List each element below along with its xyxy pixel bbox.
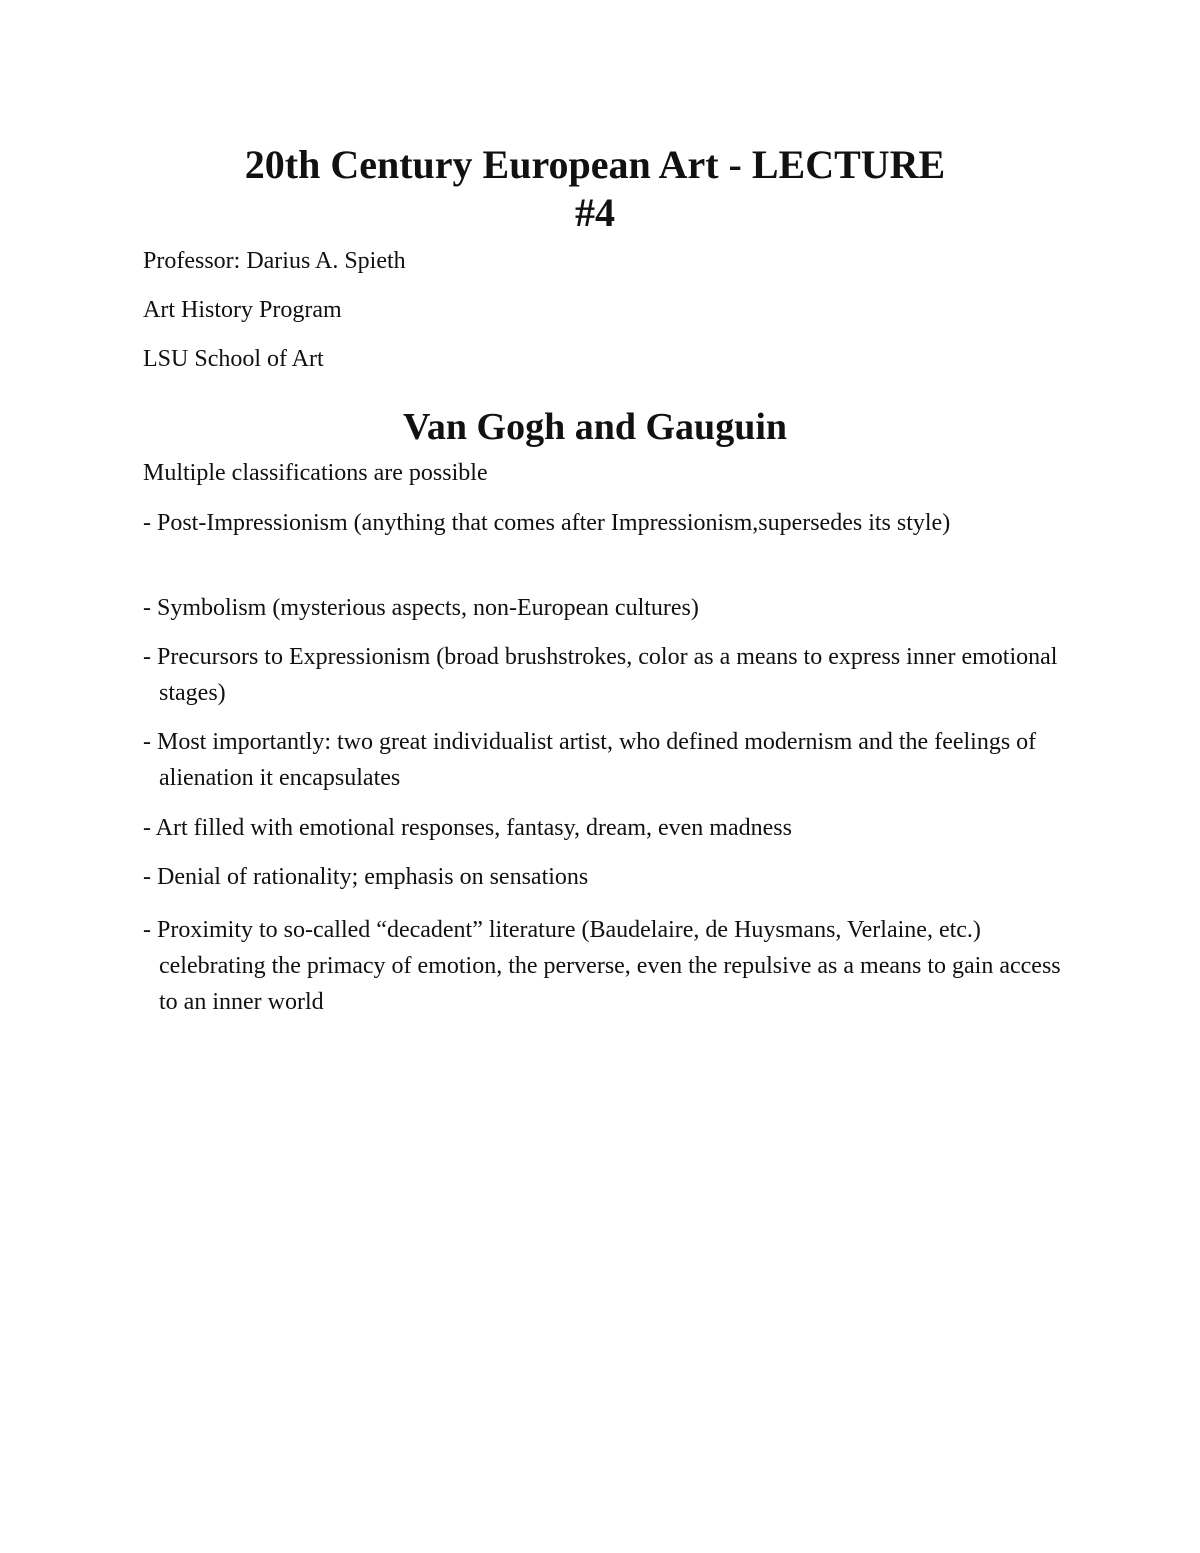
bullet-item: - Most importantly: two great individualist artist, who defined modernism and the feelings of alienation it encapsulates (143, 729, 1037, 791)
program-line: Art History Program (143, 297, 342, 323)
section-heading: Van Gogh and Gauguin (402, 406, 788, 448)
bullet-item: - Post-Impressionism (anything that comes after Impressionism,supersedes its style) (143, 510, 951, 536)
lecture-title: 20th Century European Art - LECTURE (244, 142, 946, 187)
bullet-item: - Denial of rationality; emphasis on sensations (143, 864, 589, 890)
lecture-number: #4 (575, 190, 615, 235)
intro-text: Multiple classifications are possible (143, 460, 488, 486)
professor-line: Professor: Darius A. Spieth (143, 248, 406, 274)
school-line: LSU School of Art (143, 346, 324, 372)
bullet-item: - Symbolism (mysterious aspects, non-European cultures) (143, 595, 699, 621)
bullet-item: - Proximity to so-called “decadent” literature (Baudelaire, de Huysmans, Verlaine, etc.) celebrating the primacy of emotion, the perverse, even the repulsive as a means to gain access to an inner world (143, 917, 1061, 1015)
bullet-item: - Art filled with emotional responses, fantasy, dream, even madness (143, 815, 792, 841)
bullet-item: - Precursors to Expressionism (broad brushstrokes, color as a means to express inner emotional stages) (143, 644, 1058, 706)
